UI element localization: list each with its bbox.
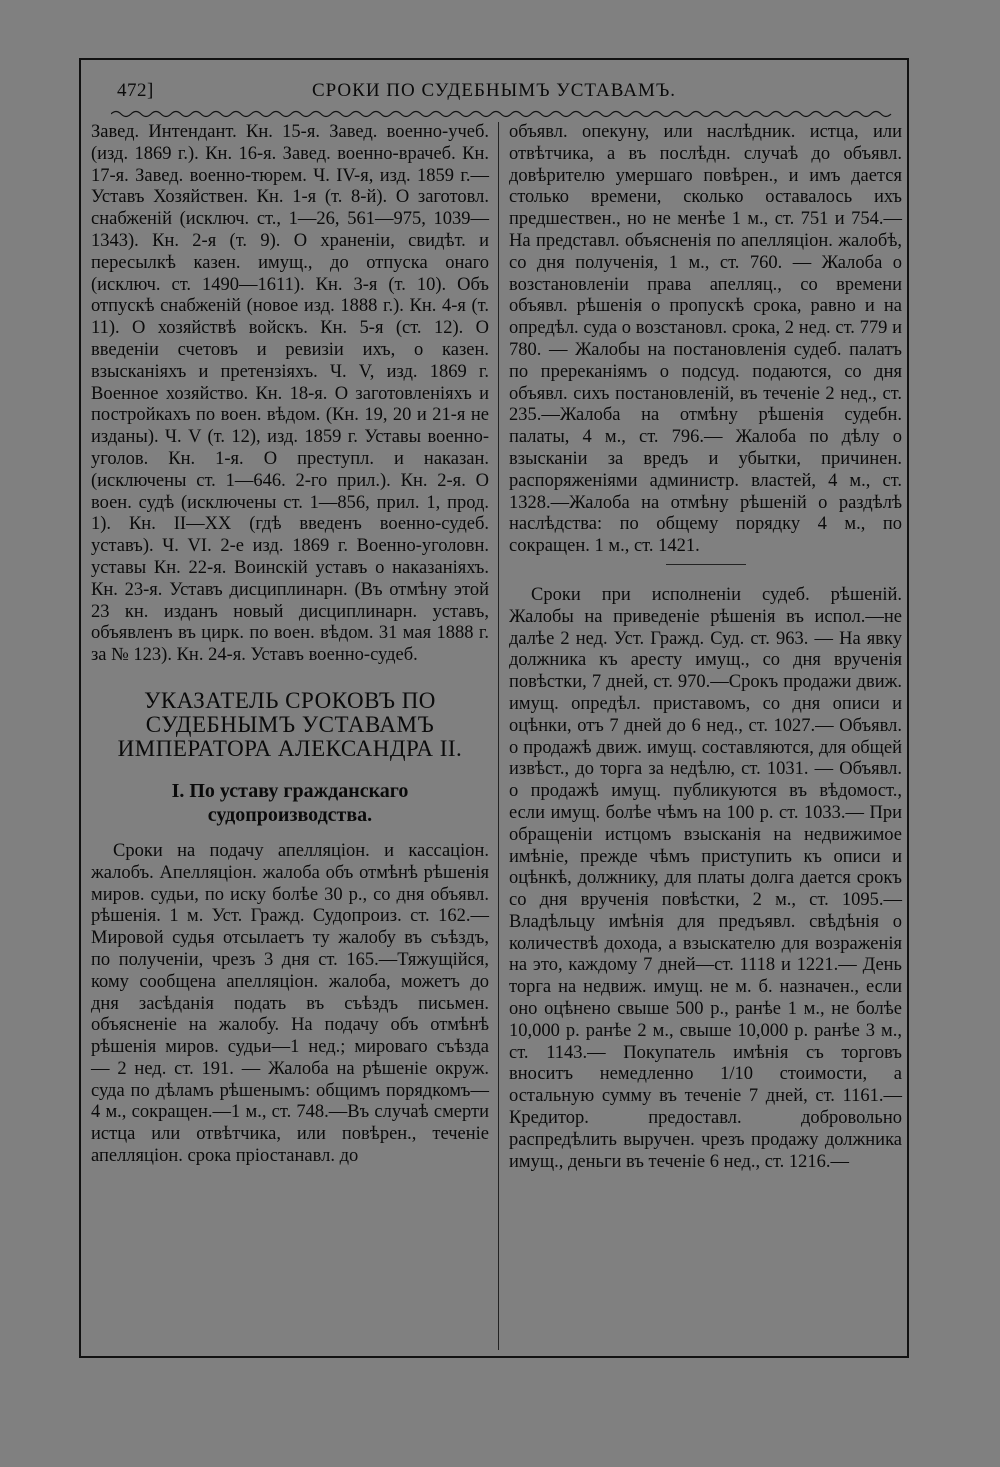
- paragraph-separator: [666, 564, 746, 565]
- right-paragraph-1: объявл. опекуну, или наслѣдник. истца, или отвѣтчика, а въ послѣдн. случаѣ до объявл. довѣрителю умершаго повѣрен., и имъ дается столько времени, сколько оставалось ихъ предшествен., но не менѣе 1 м., ст. 751 и 754.—На представл. объясненія по апелляціон. жалобѣ, со дня полученія, 1 м., ст. 760. — Жалоба о возстановленіи права апелляц., со времени объявл. рѣшенія о пропускѣ срока, равно и на опредѣл. суда о возстановл. срока, 2 нед. ст. 779 и 780. — Жалобы на постановленія судеб. палатъ по пререканіямъ о подсуд. подаются, со дня объявл. сихъ постановленій, въ теченіе 2 нед., ст. 235.—Жалоба на отмѣну рѣшенія судебн. палаты, 4 м., ст. 796.— Жалоба по дѣлу о взысканіи за вредъ и убытки, причинен. распоряженіями администр. властей, 4 м., ст. 1328.—Жалоба на отмѣну рѣшеній о раздѣлѣ наслѣдства: по общему порядку 4 м., по сокращен. 1 м., ст. 1421.: [509, 122, 902, 557]
- book-page: [79, 58, 909, 1358]
- column-divider: [498, 122, 499, 1350]
- right-column: [509, 122, 902, 1173]
- section-heading: УКАЗАТЕЛЬ СРОКОВЪ ПО СУДЕБНЫМЪ УСТАВАМЪ ИМПЕРАТОРА АЛЕКСАНДРА II.: [117, 687, 463, 761]
- page-number: 472]: [117, 80, 154, 101]
- page-header: [111, 78, 877, 108]
- running-title: СРОКИ ПО СУДЕБНЫМЪ УСТАВАМЪ.: [311, 80, 677, 101]
- left-column: [91, 122, 489, 1168]
- left-paragraph-2: Сроки на подачу апелляціон. и кассаціон. жалобъ. Апелляціон. жалоба объ отмѣнѣ рѣшенія миров. судьи, по иску болѣе 30 р., со дня объявл. рѣшенія. 1 м. Уст. Гражд. Судопроиз. ст. 162.—Мировой судья отсылаетъ ту жалобу въ съѣздъ, по полученіи, чрезъ 3 дня ст. 165.—Тяжущійся, кому сообщена апелляціон. жалоба, можетъ до дня засѣданія подать въ съѣздъ письмен. объясненіе на жалобу. На подачу объ отмѣнѣ рѣшенія миров. судьи—1 нед.; мироваго съѣзда — 2 нед. ст. 191. — Жалоба на рѣшеніе окруж. суда по дѣламъ рѣшенымъ: общимъ порядкомъ—4 м., сокращен.—1 м., ст. 748.—Въ случаѣ смерти истца или отвѣтчика, или повѣрен., теченіе апелляціон. срока пріостанавл. до: [91, 840, 489, 1167]
- wavy-rule: [111, 108, 896, 120]
- section-subheading: I. По уставу гражданскаго судопроизводства.: [171, 779, 409, 826]
- left-paragraph-1: Завед. Интендант. Кн. 15-я. Завед. военно-учеб. (изд. 1869 г.). Кн. 16-я. Завед. военно-врачеб. Кн. 17-я. Завед. военно-тюрем. Ч. IV-я, изд. 1859 г.— Уставъ Хозяйствен. Кн. 1-я (т. 8-й). О заготовл. снабженій (исключ. ст., 1—26, 561—975, 1039—1343). Кн. 2-я (т. 9). О храненіи, свидѣт. и пересылкѣ казен. имущ., до отпуска онаго (исключ. ст. 1490—1611). Кн. 3-я (т. 10). Объ отпускѣ снабженій (новое изд. 1888 г.). Кн. 4-я (т. 11). О хозяйствѣ войскъ. Кн. 5-я (ст. 12). О введеніи счетовъ и ревизіи ихъ, о казен. взысканіяхъ и претензіяхъ. Ч. V, изд. 1869 г. Военное хозяйство. Кн. 18-я. О заготовленіяхъ и постройкахъ по воен. вѣдом. (Кн. 19, 20 и 21-я не изданы). Ч. V (т. 12), изд. 1859 г. Уставы военно-уголов. Кн. 1-я. О преступл. и наказан. (исключены ст. 1—646. 2-го прил.). Кн. 2-я. О воен. судѣ (исключены ст. 1—856, прил. 1, прод. 1). Кн. II—XX (гдѣ введенъ военно-судеб. уставъ). Ч. VI. 2-е изд. 1869 г. Военно-уголовн. уставы Кн. 22-я. Воинскій уставъ о наказаніяхъ. Кн. 23-я. Уставъ дисциплинарн. (Въ отмѣну этой 23 кн. изданъ новый дисциплинарн. уставъ, объявленъ въ цирк. по воен. вѣдом. 31 мая 1888 г. за № 123). Кн. 24-я. Уставъ военно-судеб.: [91, 122, 489, 666]
- right-paragraph-2: Сроки при исполненіи судеб. рѣшеній. Жалобы на приведеніе рѣшенія въ испол.—не далѣе 2 нед. Уст. Гражд. Суд. ст. 963. — На явку должника къ аресту имущ., со дня врученія повѣстки, 7 дней, ст. 970.—Срокъ продажи движ. имущ. опредѣл. приставомъ, со дня описи и оцѣнки, отъ 7 дней до 6 нед., ст. 1027.— Объявл. о продажѣ движ. имущ. составляются, для общей извѣст., до торга за недѣлю, ст. 1031. — Объявл. о продажѣ имущ. публикуются въ вѣдомост., если имущ. болѣе чѣмъ на 100 р. ст. 1033.— При обращеніи истцомъ взысканія на недвижимое имѣніе, прежде чѣмъ приступить къ описи и оцѣнкѣ, должнику, для платы долга дается срокъ со дня врученія повѣстки, 2 м., ст. 1095.—Владѣльцу имѣнія для предъявл. свѣдѣнія о количествѣ дохода, а взыскателю для возраженія на это, каждому 7 дней—ст. 1118 и 1221.— День торга на недвиж. имущ. не м. б. назначен., если оно оцѣнено свыше 500 р., ранѣе 1 м., не болѣе 10,000 р. ранѣе 2 м., свыше 10,000 р. ранѣе 3 м., ст. 1143.— Покупатель имѣнія съ торговъ вноситъ немедленно 1/10 стоимости, а остальную сумму въ теченіе 7 дней, ст. 1161.—Кредитор. предоставл. добровольно распредѣлить выручен. чрезъ продажу должника имущ., деньги въ теченіе 6 нед., ст. 1216.—: [509, 584, 902, 1172]
